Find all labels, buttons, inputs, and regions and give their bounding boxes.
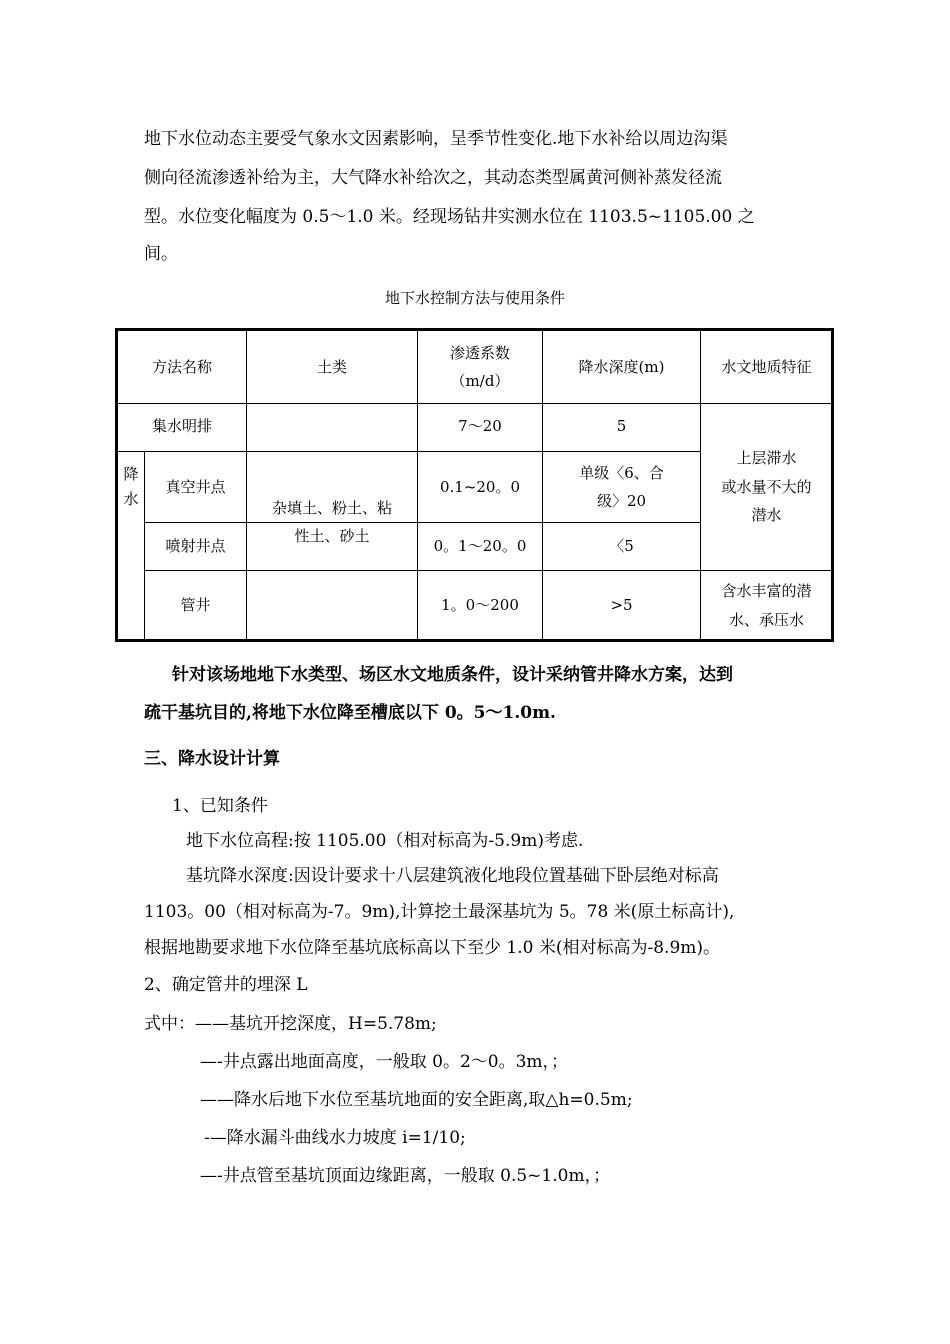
cell-hydro-a-line-2: 或水量不大的 bbox=[721, 477, 812, 496]
intro-line-1: 地下水位动态主要受气象水文因素影响，呈季节性变化.地下水补给以周边沟渠 bbox=[144, 129, 728, 149]
intro-line-4: 间。 bbox=[144, 244, 178, 264]
subsection-1-title: 1、已知条件 bbox=[172, 796, 268, 816]
cell-soil-line-1: 杂填土、粉土、粘 bbox=[271, 498, 392, 517]
formula-term-3: ——降水后地下水位至基坑地面的安全距离,取△h=0.5m; bbox=[200, 1090, 633, 1110]
cell-method-r4: 管井 bbox=[180, 596, 211, 615]
table-caption: 地下水控制方法与使用条件 bbox=[384, 289, 565, 307]
cell-method-r1: 集水明排 bbox=[151, 417, 212, 435]
formula-term-4: -—降水漏斗曲线水力坡度 i=1/10; bbox=[204, 1128, 466, 1148]
cell-hydro-b bbox=[701, 571, 832, 640]
cell-hydro-a bbox=[701, 404, 832, 570]
cell-depth-r2-line-2: 级〉20 bbox=[596, 492, 647, 510]
cell-perm-r3: 0。1～20。0 bbox=[433, 537, 527, 556]
cell-method-r3: 喷射井点 bbox=[165, 537, 226, 556]
header-permeability-line-2: （m/d） bbox=[450, 372, 510, 390]
cell-soil-merged bbox=[247, 404, 417, 640]
cell-depth-r1: 5 bbox=[616, 417, 627, 435]
formula-term-1: 式中：——基坑开挖深度，H=5.78m; bbox=[144, 1014, 437, 1034]
cell-method-r2: 真空井点 bbox=[165, 477, 226, 496]
cell-depth-r4: >5 bbox=[610, 596, 633, 615]
group-label-dewatering bbox=[118, 452, 144, 522]
formula-term-5: —-井点管至基坑顶面边缘距离，一般取 0.5~1.0m，； bbox=[200, 1166, 611, 1186]
formula-term-2: —-井点露出地面高度，一般取 0。2～0。3m，； bbox=[200, 1052, 569, 1072]
cell-hydro-a-line-1: 上层滞水 bbox=[736, 449, 797, 468]
header-soil: 土类 bbox=[316, 357, 347, 376]
conclusion-line-2: 疏干基坑目的,将地下水位降至槽底以下 0。5～1.0m. bbox=[144, 703, 556, 723]
cell-hydro-a-line-3: 潜水 bbox=[751, 506, 782, 525]
cell-depth-r2 bbox=[543, 452, 700, 522]
dewatering-depth-line-3: 根据地勘要求地下水位降至基坑底标高以下至少 1.0 米(相对标高为-8.9m)。 bbox=[144, 938, 721, 958]
groundwater-elevation: 地下水位高程:按 1105.00（相对标高为-5.9m)考虑. bbox=[186, 831, 584, 851]
header-depth: 降水深度(m) bbox=[578, 357, 665, 376]
cell-depth-r2-line-1: 单级〈6、合 bbox=[579, 463, 664, 482]
section-3-title: 三、降水设计计算 bbox=[144, 749, 280, 769]
intro-line-2: 侧向径流渗透补给为主，大气降水补给次之，其动态类型属黄河侧补蒸发径流 bbox=[144, 168, 722, 188]
header-permeability-line-1: 渗透系数 bbox=[449, 343, 510, 362]
header-method: 方法名称 bbox=[151, 357, 212, 376]
cell-soil-line-2: 性土、砂土 bbox=[294, 527, 370, 545]
group-label-char-1: 降 bbox=[123, 464, 139, 483]
dewatering-depth-line-2: 1103。00（相对标高为-7。9m),计算挖土最深基坑为 5。78 米(原土标高计), bbox=[144, 902, 735, 922]
group-label-char-2: 水 bbox=[123, 490, 139, 508]
conclusion-line-1: 针对该场地地下水类型、场区水文地质条件，设计采纳管井降水方案，达到 bbox=[172, 665, 733, 685]
cell-depth-r3: 〈5 bbox=[609, 537, 634, 556]
header-permeability bbox=[418, 331, 542, 403]
header-hydro: 水文地质特征 bbox=[721, 357, 812, 376]
cell-perm-r2: 0.1~20。0 bbox=[439, 477, 521, 496]
cell-hydro-b-line-2: 水、承压水 bbox=[728, 610, 804, 629]
cell-hydro-b-line-1: 含水丰富的潜 bbox=[721, 582, 812, 600]
cell-perm-r4: 1。0～200 bbox=[441, 596, 519, 615]
dewatering-depth-line-1: 基坑降水深度:因设计要求十八层建筑液化地段位置基础下卧层绝对标高 bbox=[186, 866, 719, 886]
cell-perm-r1: 7～20 bbox=[458, 417, 502, 435]
intro-line-3: 型。水位变化幅度为 0.5～1.0 米。经现场钻井实测水位在 1103.5~1105.00 之 bbox=[144, 207, 755, 227]
subsection-2-title: 2、确定管井的埋深 L bbox=[144, 975, 308, 995]
